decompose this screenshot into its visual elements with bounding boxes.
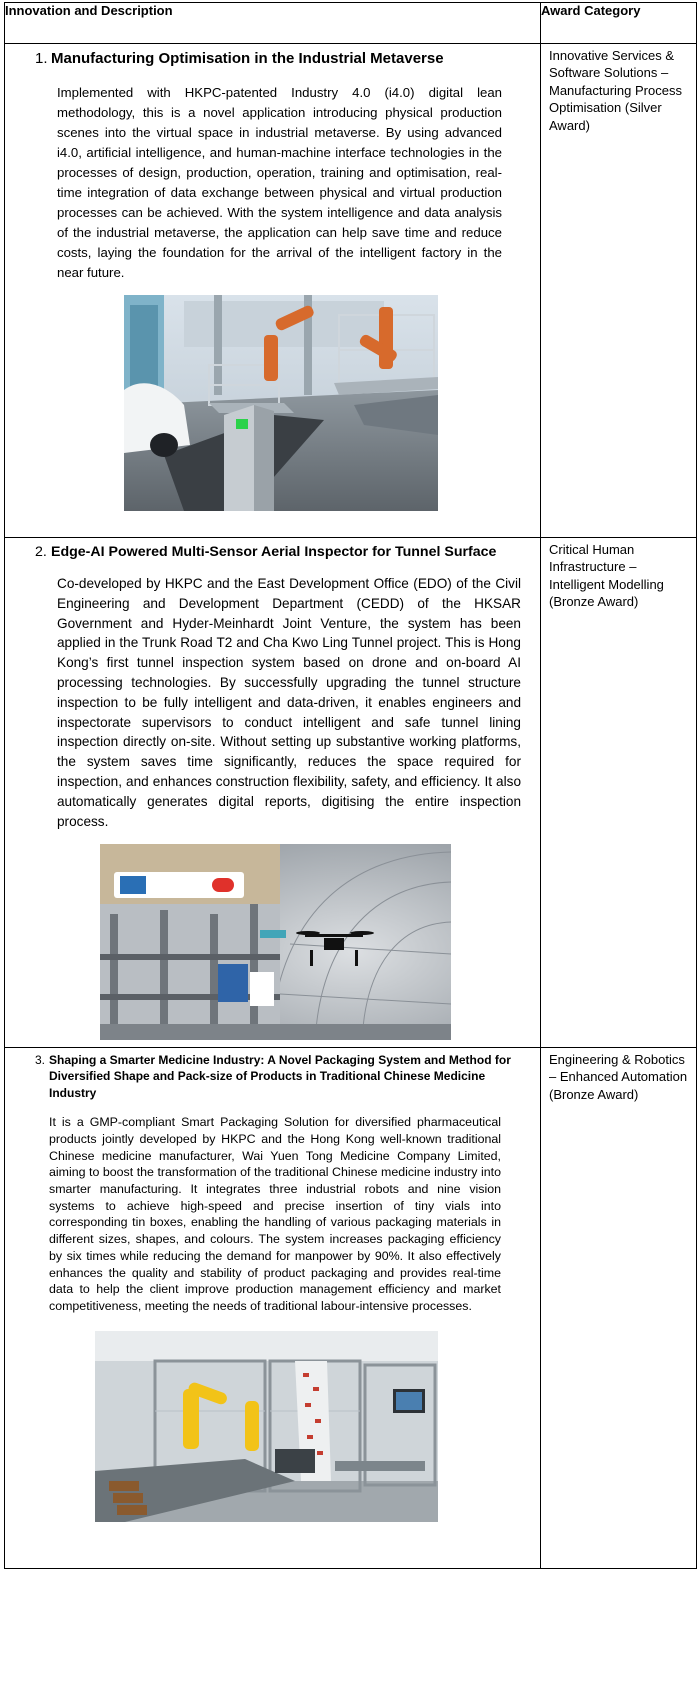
item-number: 1. [35, 50, 48, 67]
innovation-description: Co-developed by HKPC and the East Development Office (EDO) of the Civil Engineering and Development Department (CEDD) of the HKSAR Government and Hyder-Meinhardt Joint Venture, the system has been applied in the Trunk Road T2 and Cha Kwo Ling Tunnel project. This is Hong Kong’s first tunnel inspection system based on drone and on-board AI processing technologies. By successfully upgrading the tunnel structure inspection to be fully intelligent and data-driven, it enables engineers and inspectorate supervisors to conduct intelligent and safe tunnel lining inspection directly on-site. Without setting up substantive working platforms, the system saves time significantly, reduces the space required for inspection, and enhances construction flexibility, safety, and efficiency. It also automatically generates digital reports, digitising the entire inspection process. [57, 576, 521, 829]
packaging-robot-line-photo-image [95, 1331, 438, 1522]
innovation-cell [5, 44, 541, 538]
award-category-text: Innovative Services & Software Solutions – Manufacturing Process Optimisation (Silver Award) [549, 48, 682, 133]
award-cell [541, 44, 697, 538]
award-category-text: Critical Human Infrastructure – Intelligent Modelling (Bronze Award) [549, 542, 664, 610]
item-title-text: Shaping a Smarter Medicine Industry: A Novel Packaging System and Method for Diversified Shape and Pack-size of Products in Traditional Chinese Medicine Industry [49, 1053, 511, 1100]
tunnel-drone-photo-image [100, 844, 451, 1040]
award-document [4, 2, 696, 1683]
award-table [4, 2, 697, 1569]
item-title-text: Manufacturing Optimisation in the Industrial Metaverse [51, 50, 444, 67]
innovation-description: It is a GMP-compliant Smart Packaging Solution for diversified pharmaceutical products jointly developed by HKPC and the Hong Kong well-known traditional Chinese medicine manufacturer, Wai Yuen Tong Medicine Company Limited, aiming to boost the transformation of the traditional Chinese medicine industry into smarter manufacturing. It integrates three industrial robots and nine vision systems to achieve high-speed and precise insertion of tiny vials into corresponding tin boxes, enabling the handling of various packaging materials in different sizes, shapes, and colours. The system increases packaging efficiency by six times while reducing the demand for manpower by 90%. It also effectively enhances the quality and stability of product packaging and provides real-time data to help the client improve production management efficiency and market competitiveness, meeting the needs of traditional labour-intensive processes. [49, 1115, 501, 1313]
table-row [5, 1048, 697, 1569]
item-title-text: Edge-AI Powered Multi-Sensor Aerial Inspector for Tunnel Surface [51, 544, 497, 560]
virtual-factory-render-image [124, 295, 438, 511]
award-cell [541, 538, 697, 1048]
table-row [5, 538, 697, 1048]
header-innovation: Innovation and Description [5, 3, 541, 44]
table-row [5, 44, 697, 538]
innovation-title [35, 1052, 532, 1101]
innovation-cell [5, 538, 541, 1048]
header-award-category: Award Category [541, 3, 697, 44]
innovation-title [35, 49, 532, 69]
table-header-row [5, 3, 697, 44]
innovation-title [35, 542, 532, 562]
item-number: 2. [35, 544, 47, 560]
item-number: 3. [35, 1053, 46, 1067]
innovation-cell [5, 1048, 541, 1569]
award-category-text: Engineering & Robotics – Enhanced Automation (Bronze Award) [549, 1052, 688, 1102]
innovation-description: Implemented with HKPC-patented Industry 4.0 (i4.0) digital lean methodology, this is a novel application introducing physical production scenes into the virtual space in industrial metaverse. By using advanced i4.0, artificial intelligence, and human-machine interface technologies in the processes of design, production, operation, training and optimisation, real-time integration of data exchange between physical and virtual production processes can be achieved. With the system intelligence and data analysis of the industrial metaverse, the application can help save time and reduce costs, laying the foundation for the arrival of the intelligent factory in the near future. [57, 85, 502, 280]
award-cell [541, 1048, 697, 1569]
